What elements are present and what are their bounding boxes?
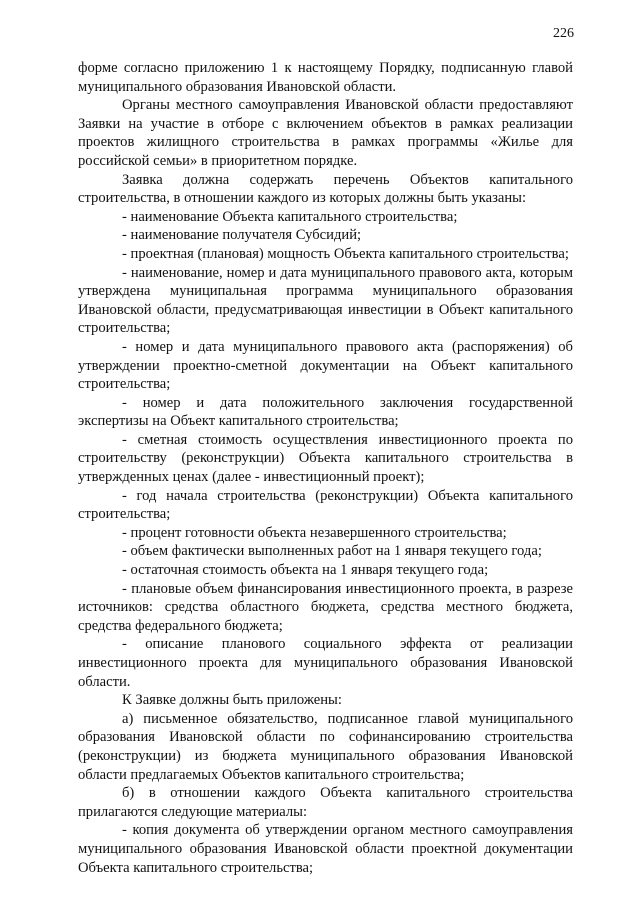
list-item: - процент готовности объекта незавершенного строительства; bbox=[122, 524, 507, 541]
paragraph: Заявка должна содержать перечень Объектов капитального строительства, в отношении каждого из которых должны быть указаны: bbox=[78, 171, 573, 207]
list-item: - описание планового социального эффекта от реализации инвестиционного проекта для муниципального образования Ивановской области. bbox=[78, 636, 573, 690]
paragraph: а) письменное обязательство, подписанное главой муниципального образования Ивановской области по софинансированию строительства (реконструкции) из бюджета муниципального образования Ивановской области предлагаемых Объектов капитального строительства; bbox=[78, 710, 573, 783]
paragraph: б) в отношении каждого Объекта капитального строительства прилагаются следующие материалы: bbox=[78, 785, 573, 820]
list-item: - наименование Объекта капитального строительства; bbox=[122, 208, 458, 225]
list-item: - проектная (плановая) мощность Объекта капитального строительства; bbox=[122, 245, 569, 262]
list-item: - плановые объем финансирования инвестиционного проекта, в разрезе источников: средства областного бюджета, средства местного бюджета, средства федерального бюджета; bbox=[78, 580, 573, 634]
list-item: - объем фактически выполненных работ на 1 января текущего года; bbox=[122, 543, 542, 560]
list-item: - наименование, номер и дата муниципального правового акта, которым утверждена муниципальная программа муниципального образования Ивановской области, предусматривающая инвестиции в Объект капитального строительства; bbox=[78, 264, 573, 337]
list-item: - сметная стоимость осуществления инвестиционного проекта по строительству (реконструкции) Объекта капитального строительства в утвержденных ценах (далее - инвестиционный проект); bbox=[78, 431, 573, 486]
list-item: - год начала строительства (реконструкции) Объекта капитального строительства; bbox=[78, 487, 573, 523]
paragraph: К Заявке должны быть приложены: bbox=[122, 692, 342, 709]
list-item: - остаточная стоимость объекта на 1 января текущего года; bbox=[122, 562, 489, 579]
paragraph: форме согласно приложению 1 к настоящему Порядку, подписанную главой муниципального образования Ивановской области. bbox=[78, 60, 573, 95]
list-item: - номер и дата муниципального правового акта (распоряжения) об утверждении проектно-сметной документации на Объект капитального строительства; bbox=[78, 338, 573, 393]
page-number: 226 bbox=[553, 26, 574, 41]
list-item: - наименование получателя Субсидий; bbox=[122, 227, 362, 244]
list-item: - копия документа об утверждении органом местного самоуправления муниципального образования Ивановской области проектной документации Объекта капитального строительства; bbox=[78, 822, 573, 876]
list-item: - номер и дата положительного заключения государственной экспертизы на Объект капитального строительства; bbox=[78, 394, 573, 430]
paragraph: Органы местного самоуправления Ивановской области предоставляют Заявки на участие в отборе с включением объектов в рамках реализации проектов жилищного строительства в рамках программы «Жилье для российской семьи» в приоритетном порядке. bbox=[78, 97, 573, 169]
document-body bbox=[78, 59, 573, 877]
